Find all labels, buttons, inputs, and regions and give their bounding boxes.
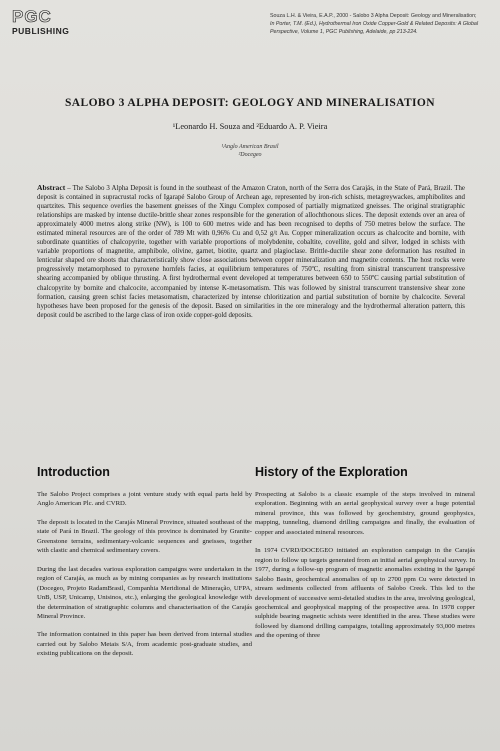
history-paragraph: In 1974 CVRD/DOCEGEO initiated an exploration campaign in the Carajás region to follow up targets generated from an initial aerial geophysical survey. In 1977, during a follow-up program of magnetic anomalies existing in the Igarapé Salobo Basin, geochemical anomalies of up to 2700 ppm Cu were detected in stream sediments collected from affluents of Salobo Creek. This led to the development of successive semi-detailed studies in the area, involving geological, geochemical and geophysical mapping of the prospective area. In 1978 copper sulphide bearing magnetic schists were identified in the area. These studies were followed by diamond drilling campaigns, totalling approximately 93,000 metres and the opening of three xyxy=(255,547,475,640)
introduction-paragraph: The Salobo Project comprises a joint venture study with equal parts held by Anglo American Plc. and CVRD. xyxy=(37,491,252,508)
abstract-label: Abstract xyxy=(37,183,66,192)
paper-authors: ¹Leonardo H. Souza and ²Eduardo A. P. Vieira xyxy=(172,122,328,131)
logo-subtitle: PUBLISHING xyxy=(12,26,70,36)
introduction-section xyxy=(37,465,252,668)
citation-line-2: In Porter, T.M. (Ed.), Hydrothermal Iron Oxide Copper-Gold & Related Deposits: A Global xyxy=(270,21,479,27)
affiliations xyxy=(0,143,500,159)
introduction-heading: Introduction xyxy=(37,465,110,479)
publisher-logo xyxy=(12,8,102,36)
history-section xyxy=(255,465,475,650)
paper-title: SALOBO 3 ALPHA DEPOSIT: GEOLOGY AND MINERALISATION xyxy=(65,97,435,109)
logo-mark: PGC xyxy=(12,7,52,26)
introduction-paragraph: The deposit is located in the Carajás Mineral Province, situated southeast of the state of Pará in Brazil. The geology of this province is dominated by Granite-Greenstone terrains, sedimentary-volcanic sequences and gneisses, together with clastic and chemical sedimentary covers. xyxy=(37,518,252,555)
citation-block xyxy=(270,12,494,36)
affiliation-1: ¹Anglo American Brasil xyxy=(221,144,279,150)
history-paragraph: Prospecting at Salobo is a classic example of the steps involved in mineral exploration. Beginning with an aerial geophysical survey over a huge potential mineral province, this was followed by geochemistry, ground geophysics, mapping, tunneling, diamond drilling campaigns and finally, the evaluation of copper and associated mineral resources. xyxy=(255,491,475,536)
citation-line-1: Souza L.H. & Vieira, E.A.P., 2000 - Salobo 3 Alpha Deposit: Geology and Mineralisation; xyxy=(270,13,477,19)
abstract xyxy=(37,183,465,320)
introduction-paragraph: The information contained in this paper has been derived from internal studies carried out by Salobo Metais S/A, from academic post-graduate studies, and existing publications on the deposit. xyxy=(37,631,252,658)
history-heading: History of the Exploration xyxy=(255,465,408,479)
introduction-paragraph: During the last decades various exploration campaigns were undertaken in the region of Carajás, as much as by mining companies as by research institutions (Docegeo, Projeto RadamBrasil, Companhia Meridional de Mineração, UFPA, UnB, USP, Unicamp, Unisinos, etc.), enlarging the geological knowledge with the determination of stratigraphic columns and characterisation of the Carajás Mineral Province. xyxy=(37,565,252,620)
citation-line-3: Perspective, Volume 1, PGC Publishing, Adelaide, pp 213-224. xyxy=(270,29,418,35)
abstract-text: – The Salobo 3 Alpha Deposit is found in the southeast of the Amazon Craton, north of the Serra dos Carajás, in the State of Pará, Brazil. The deposit is contained in supracrustal rocks of Igarapé Salobo Group of Archean age, represented by iron-rich schists, metagreywackes, amphibolites and quartzites. This sequence overlies the basement gneisses of the Xingu Complex composed of partially migmatized gneisses. The original stratigraphic relationships are masked by intense ductile-brittle shear zones responsible for the generation of allochthonous slices. The deposit extends over an area of approximately 4000 metres along strike (NW), is 100 to 600 metres wide and has been recognised to depths of 750 metres below the surface. The estimated mineral resources are of the order of 789 Mt with 0,96% Cu and 0,52 g/t Au. Copper mineralization occurs as chalcocite and bornite, with subordinate quantities of chalcopyrite, together with variable proportions of molybdenite, cobaltite, covellite, gold and silver, lodged in schists with variable proportions of magnetite, amphibole, olivine, garnet, biotite, quartz and plagioclase. Brittle-ductile shear zone deformation has resulted in lenticular shaped ore shoots that characteristically show close associations between copper mineralization and magnetite contents. The host rocks were progressively metamorphosed to pyroxene hornfels facies, at equilibrium temperatures of 750ºC, resulting from sinistral transcurrent transpressive shearing accompanied by oblique thrusting. A first hydrothermal event developed at temperatures between 650 to 550ºC causing partial substitution of chalcopyrite by bornite and chalcocite, accompanied by intense K-metasomatism. This was followed by sinistral transcurrent transtensive shear zone formation, causing green schist facies metasomatism, characterized by intense chloritization and partial substitution of bornite by chalcocite. Several hypotheses have been proposed for the genesis of the deposit. Based on similarities in the ore mineralogy and the hydrothermal alteration pattern, this deposit could be ascribed to the large class of iron oxide copper-gold deposits. xyxy=(37,185,465,319)
affiliation-2: ²Docegeo xyxy=(238,152,262,158)
